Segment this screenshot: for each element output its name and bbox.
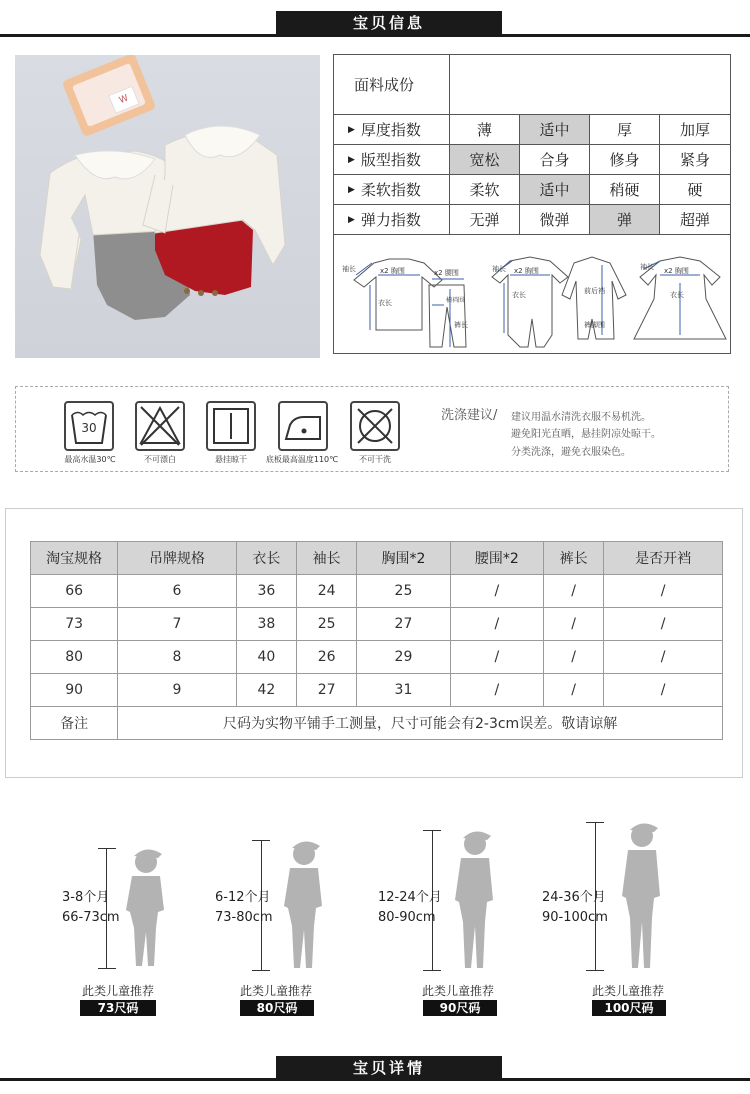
note-label: 备注 <box>31 707 118 740</box>
col-header: 腰围*2 <box>450 542 543 575</box>
table-cell: / <box>544 674 604 707</box>
diagram-jumpsuit <box>492 257 626 347</box>
table-cell: / <box>450 674 543 707</box>
rec-height: 90-100cm <box>542 910 608 925</box>
table-cell: 25 <box>357 575 450 608</box>
note-text: 尺码为实物平铺手工测量，尺寸可能会有2-3cm误差。敬请谅解 <box>118 707 723 740</box>
attr-row-thickness <box>334 115 730 145</box>
care-advice-line: 避免阳光直晒，悬挂阴凉处晾干。 <box>511 429 661 440</box>
diagram-label: 裤长 <box>454 321 468 329</box>
attr-label: 版型指数 <box>360 151 421 169</box>
table-cell: / <box>450 608 543 641</box>
table-cell: 9 <box>118 674 237 707</box>
iron-icon <box>278 401 328 451</box>
rec-height: 80-90cm <box>378 910 436 925</box>
table-cell: 29 <box>357 641 450 674</box>
diagram-label: 裤脚围 <box>584 321 605 329</box>
col-header: 吊牌规格 <box>118 542 237 575</box>
care-instructions <box>15 386 729 472</box>
rec-age: 3-8个月 <box>62 890 110 905</box>
rec-height: 73-80cm <box>215 910 273 925</box>
attr-label: 弹力指数 <box>360 211 421 229</box>
diagram-label: 前后裆 <box>584 287 605 295</box>
recommendation-80 <box>210 800 390 1030</box>
care-advice-title: 洗涤建议/ <box>441 408 498 423</box>
col-header: 是否开裆 <box>604 542 723 575</box>
tray-card: W <box>108 86 140 114</box>
diagram-label: 衣长 <box>378 299 392 307</box>
table-cell: / <box>450 641 543 674</box>
triangle-icon: ▶ <box>348 184 355 195</box>
care-caption: 底板最高温度110℃ <box>265 455 339 464</box>
table-cell: 31 <box>357 674 450 707</box>
size-table <box>30 541 723 740</box>
attr-option-selected: 适中 <box>520 175 590 204</box>
attr-option: 稍硬 <box>590 175 660 204</box>
attr-option: 修身 <box>590 145 660 174</box>
table-cell: / <box>604 608 723 641</box>
attr-row-fit <box>334 145 730 175</box>
table-cell: 8 <box>118 641 237 674</box>
table-cell: / <box>604 575 723 608</box>
attr-option: 柔软 <box>450 175 520 204</box>
rec-age: 12-24个月 <box>378 890 442 905</box>
diagram-label: x2 胸围 <box>514 267 539 275</box>
table-row <box>31 575 723 608</box>
section-title-details: 宝贝详情 <box>276 1056 502 1080</box>
wash-30-icon <box>64 401 114 451</box>
table-cell: / <box>544 608 604 641</box>
table-cell: 90 <box>31 674 118 707</box>
rec-caption: 此类儿童推荐 <box>240 984 313 998</box>
care-advice-line: 分类洗涤，避免衣服染色。 <box>511 447 631 458</box>
care-caption: 最高水温30℃ <box>64 455 116 464</box>
child-silhouette <box>614 814 674 979</box>
table-cell: 27 <box>357 608 450 641</box>
diagram-label: 袖长 <box>342 265 356 273</box>
care-caption: 不可干洗 <box>359 455 391 464</box>
note-row <box>31 707 723 740</box>
diagram-label: x2 胸围 <box>380 267 405 275</box>
table-cell: 42 <box>236 674 296 707</box>
no-dry-clean-icon <box>350 401 400 451</box>
attr-option: 超弹 <box>679 211 710 229</box>
composition-row <box>334 55 730 115</box>
rompers-illustration <box>15 55 320 358</box>
attr-row-elasticity <box>334 205 730 235</box>
attr-option-selected: 适中 <box>520 115 590 144</box>
rec-age: 24-36个月 <box>542 890 606 905</box>
table-row <box>31 674 723 707</box>
child-silhouette <box>118 840 178 980</box>
table-cell: 24 <box>296 575 356 608</box>
rec-caption: 此类儿童推荐 <box>422 984 495 998</box>
attr-option: 无弹 <box>450 205 520 234</box>
product-photo <box>15 55 320 358</box>
table-cell: 25 <box>296 608 356 641</box>
table-cell: / <box>544 641 604 674</box>
size-chart <box>5 508 743 778</box>
size-badge: 100尺码 <box>592 1000 666 1016</box>
section-title-info: 宝贝信息 <box>276 11 502 35</box>
diagram-label: 袖长 <box>492 265 506 273</box>
recommendation-73 <box>50 800 230 1030</box>
attr-option: 加厚 <box>679 121 710 139</box>
table-cell: 38 <box>236 608 296 641</box>
fabric-table <box>333 54 731 354</box>
attr-option: 薄 <box>450 115 520 144</box>
attr-label: 柔软指数 <box>360 181 421 199</box>
composition-label: 面料成份 <box>354 76 415 94</box>
triangle-icon: ▶ <box>348 124 355 135</box>
size-table-header <box>31 542 723 575</box>
table-cell: 36 <box>236 575 296 608</box>
diagram-label: x2 腰围 <box>434 269 459 277</box>
table-cell: / <box>604 674 723 707</box>
diagram-label: 横裆围 <box>446 297 465 304</box>
triangle-icon: ▶ <box>348 154 355 165</box>
wash-temp: 30 <box>81 421 97 435</box>
size-badge: 80尺码 <box>240 1000 314 1016</box>
attr-option: 厚 <box>590 115 660 144</box>
diagram-label: x2 胸围 <box>664 267 689 275</box>
attr-option: 微弹 <box>520 205 590 234</box>
size-badge: 90尺码 <box>423 1000 497 1016</box>
attr-label: 厚度指数 <box>360 121 421 139</box>
table-cell: / <box>450 575 543 608</box>
table-row <box>31 641 723 674</box>
table-cell: 6 <box>118 575 237 608</box>
table-cell: 66 <box>31 575 118 608</box>
recommendation-100 <box>540 800 720 1030</box>
care-caption: 不可漂白 <box>144 455 176 464</box>
measurement-diagrams <box>334 235 730 353</box>
table-cell: 40 <box>236 641 296 674</box>
col-header: 淘宝规格 <box>31 542 118 575</box>
attr-option-selected: 弹 <box>590 205 660 234</box>
diagram-label: 衣长 <box>512 291 526 299</box>
rec-caption: 此类儿童推荐 <box>82 984 155 998</box>
child-silhouette <box>276 832 336 982</box>
rec-age: 6-12个月 <box>215 890 271 905</box>
child-silhouette <box>447 822 507 982</box>
col-header: 衣长 <box>236 542 296 575</box>
table-row <box>31 608 723 641</box>
table-cell: / <box>604 641 723 674</box>
rec-caption: 此类儿童推荐 <box>592 984 665 998</box>
line-dry-icon <box>206 401 256 451</box>
table-cell: 7 <box>118 608 237 641</box>
care-caption: 悬挂晾干 <box>215 455 247 464</box>
recommendation-90 <box>375 800 555 1030</box>
col-header: 裤长 <box>544 542 604 575</box>
size-badge: 73尺码 <box>80 1000 156 1016</box>
triangle-icon: ▶ <box>348 214 355 225</box>
table-cell: 80 <box>31 641 118 674</box>
col-header: 袖长 <box>296 542 356 575</box>
diagram-label: 衣长 <box>670 291 684 299</box>
no-bleach-icon <box>135 401 185 451</box>
col-header: 胸围*2 <box>357 542 450 575</box>
table-cell: 27 <box>296 674 356 707</box>
attr-row-softness <box>334 175 730 205</box>
attr-option: 紧身 <box>679 151 710 169</box>
rec-height: 66-73cm <box>62 910 120 925</box>
attr-option: 硬 <box>687 181 703 199</box>
table-cell: / <box>544 575 604 608</box>
care-advice-line: 建议用温水清洗衣服不易机洗。 <box>511 412 651 423</box>
attr-option: 合身 <box>520 145 590 174</box>
table-cell: 26 <box>296 641 356 674</box>
diagram-label: 袖长 <box>640 263 654 271</box>
attr-option-selected: 宽松 <box>450 145 520 174</box>
table-cell: 73 <box>31 608 118 641</box>
